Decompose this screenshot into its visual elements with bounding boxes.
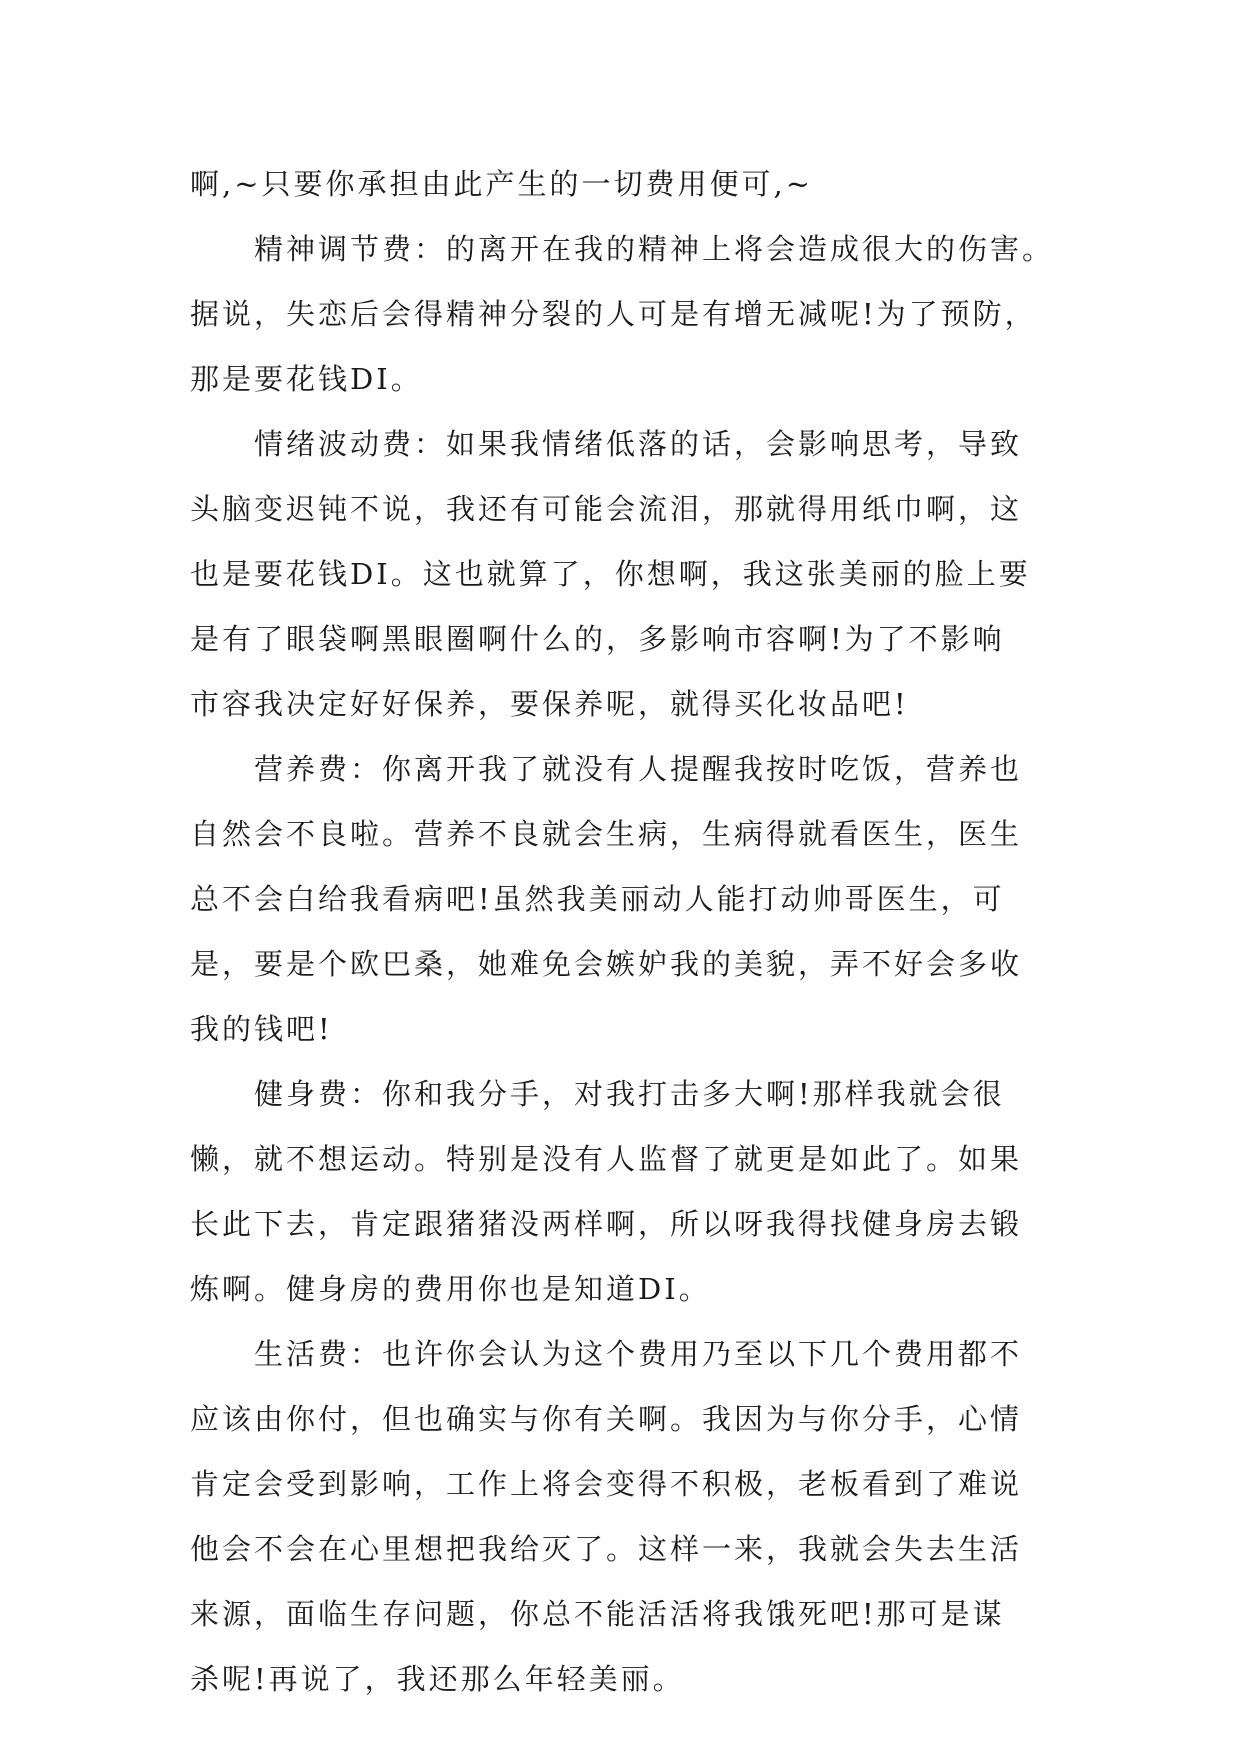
- text-line: 据说，失恋后会得精神分裂的人可是有增无减呢!为了预防，: [190, 297, 1037, 331]
- text-line: 是，要是个欧巴桑，她难免会嫉妒我的美貌，弄不好会多收: [190, 947, 1023, 981]
- text-line: 也是要花钱DI。这也就算了，你想啊，我这张美丽的脸上要: [190, 557, 1031, 591]
- text-line: 炼啊。健身房的费用你也是知道DI。: [190, 1272, 711, 1306]
- text-line: 应该由你付，但也确实与你有关啊。我因为与你分手，心情: [190, 1402, 1023, 1436]
- text-line: 自然会不良啦。营养不良就会生病，生病得就看医生，医生: [190, 817, 1023, 851]
- text-line: 啊,~只要你承担由此产生的一切费用便可,~: [190, 167, 814, 201]
- text-line: 肯定会受到影响，工作上将会变得不积极，老板看到了难说: [190, 1467, 1023, 1501]
- text-line: 生活费：也许你会认为这个费用乃至以下几个费用都不: [254, 1337, 1023, 1371]
- text-line: 来源，面临生存问题，你总不能活活将我饿死吧!那可是谋: [190, 1597, 1005, 1631]
- text-line: 是有了眼袋啊黑眼圈啊什么的，多影响市容啊!为了不影响: [190, 622, 1005, 656]
- text-line: 健身费：你和我分手，对我打击多大啊!那样我就会很: [254, 1077, 1005, 1111]
- text-line: 市容我决定好好保养，要保养呢，就得买化妆品吧!: [190, 687, 909, 721]
- text-line: 营养费：你离开我了就没有人提醒我按时吃饭，营养也: [254, 752, 1023, 786]
- paragraph-mental-adjustment-fee: [190, 217, 1090, 412]
- paragraph-nutrition-fee: [190, 737, 1090, 1062]
- text-line: 他会不会在心里想把我给灭了。这样一来，我就会失去生活: [190, 1532, 1023, 1566]
- text-line: 长此下去，肯定跟猪猪没两样啊，所以呀我得找健身房去锻: [190, 1207, 1023, 1241]
- paragraph-living-expenses: [190, 1322, 1090, 1712]
- text-line: 杀呢!再说了，我还那么年轻美丽。: [190, 1662, 685, 1696]
- document-body: [190, 152, 1090, 1712]
- text-line: 我的钱吧!: [190, 1012, 333, 1046]
- paragraph-continuation: [190, 152, 1090, 217]
- text-line: 情绪波动费：如果我情绪低落的话，会影响思考，导致: [254, 427, 1023, 461]
- paragraph-mood-swing-fee: [190, 412, 1090, 737]
- text-line: 精神调节费：的离开在我的精神上将会造成很大的伤害。: [254, 232, 1055, 266]
- text-line: 懒，就不想运动。特别是没有人监督了就更是如此了。如果: [190, 1142, 1023, 1176]
- text-line: 那是要花钱DI。: [190, 362, 423, 396]
- text-line: 总不会白给我看病吧!虽然我美丽动人能打动帅哥医生，可: [190, 882, 1005, 916]
- text-line: 头脑变迟钝不说，我还有可能会流泪，那就得用纸巾啊，这: [190, 492, 1023, 526]
- paragraph-fitness-fee: [190, 1062, 1090, 1322]
